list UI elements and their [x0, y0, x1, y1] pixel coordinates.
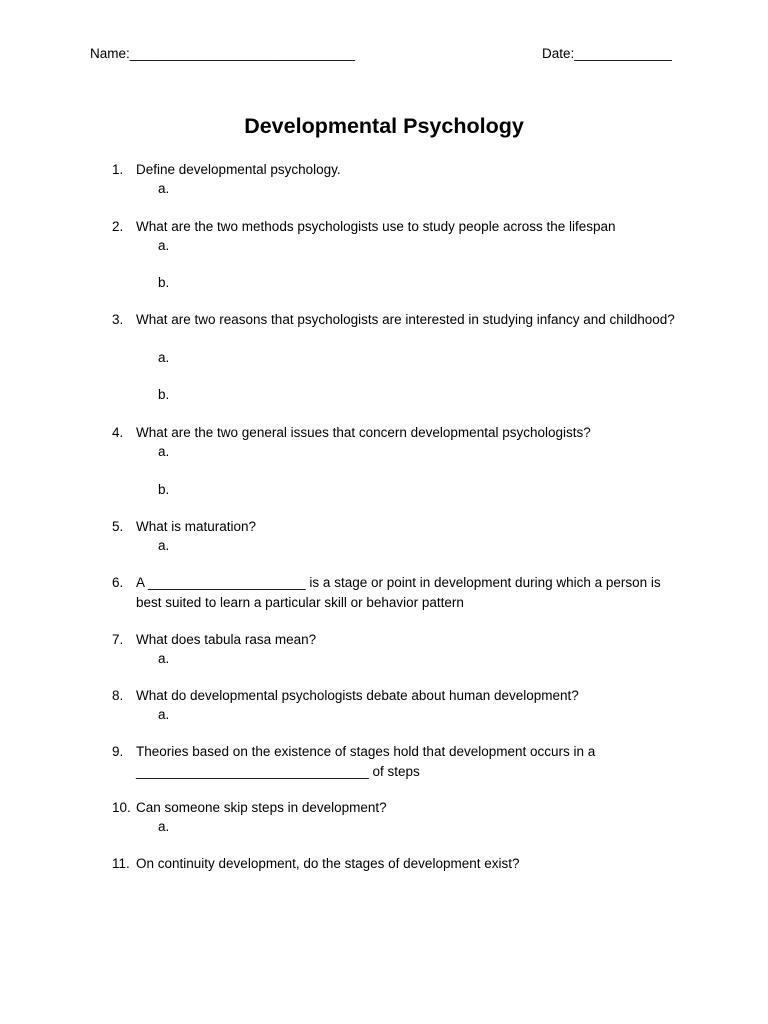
question-text: What do developmental psychologists debate about human development?: [136, 688, 579, 703]
name-field-label: Name:______________________________: [90, 46, 356, 61]
question-number: 7.: [112, 632, 124, 647]
question-text: A _____________________ is a stage or point in development during which a person is best suited to learn a particular skill or behavior pattern: [136, 575, 665, 610]
question-text: Can someone skip steps in development?: [136, 800, 387, 815]
question-text: What are two reasons that psychologists are interested in studying infancy and childhood?: [136, 312, 675, 327]
question-number: 1.: [112, 162, 124, 177]
question-number: 2.: [112, 219, 124, 234]
question-text: Define developmental psychology.: [136, 162, 341, 177]
question-number: 8.: [112, 688, 124, 703]
question-number: 3.: [112, 312, 124, 327]
question-text: Theories based on the existence of stages hold that development occurs in a _______________________________ of steps: [136, 744, 600, 779]
question-number: 6.: [112, 575, 124, 590]
question-text: What are the two general issues that concern developmental psychologists?: [136, 425, 591, 440]
question-number: 11.: [112, 856, 130, 871]
question-number: 4.: [112, 425, 124, 440]
question-text: What does tabula rasa mean?: [136, 632, 317, 647]
worksheet-title: Developmental Psychology: [244, 114, 524, 138]
answer-label-a: a.: [158, 238, 170, 253]
answer-label-a: a.: [158, 350, 170, 365]
question-text: On continuity development, do the stages of development exist?: [136, 856, 520, 871]
question-text: What is maturation?: [136, 519, 257, 534]
answer-label-a: a.: [158, 651, 170, 666]
answer-label-a: a.: [158, 444, 170, 459]
answer-label-a: a.: [158, 181, 170, 196]
date-field-label: Date:_____________: [542, 46, 672, 61]
answer-label-a: a.: [158, 707, 170, 722]
answer-label-b: b.: [158, 482, 170, 497]
answer-label-b: b.: [158, 387, 170, 402]
question-number: 10.: [112, 800, 131, 815]
question-number: 9.: [112, 744, 124, 759]
question-number: 5.: [112, 519, 124, 534]
answer-label-a: a.: [158, 819, 170, 834]
answer-label-a: a.: [158, 538, 170, 553]
question-text: What are the two methods psychologists use to study people across the lifespan: [136, 219, 616, 234]
answer-label-b: b.: [158, 275, 170, 290]
